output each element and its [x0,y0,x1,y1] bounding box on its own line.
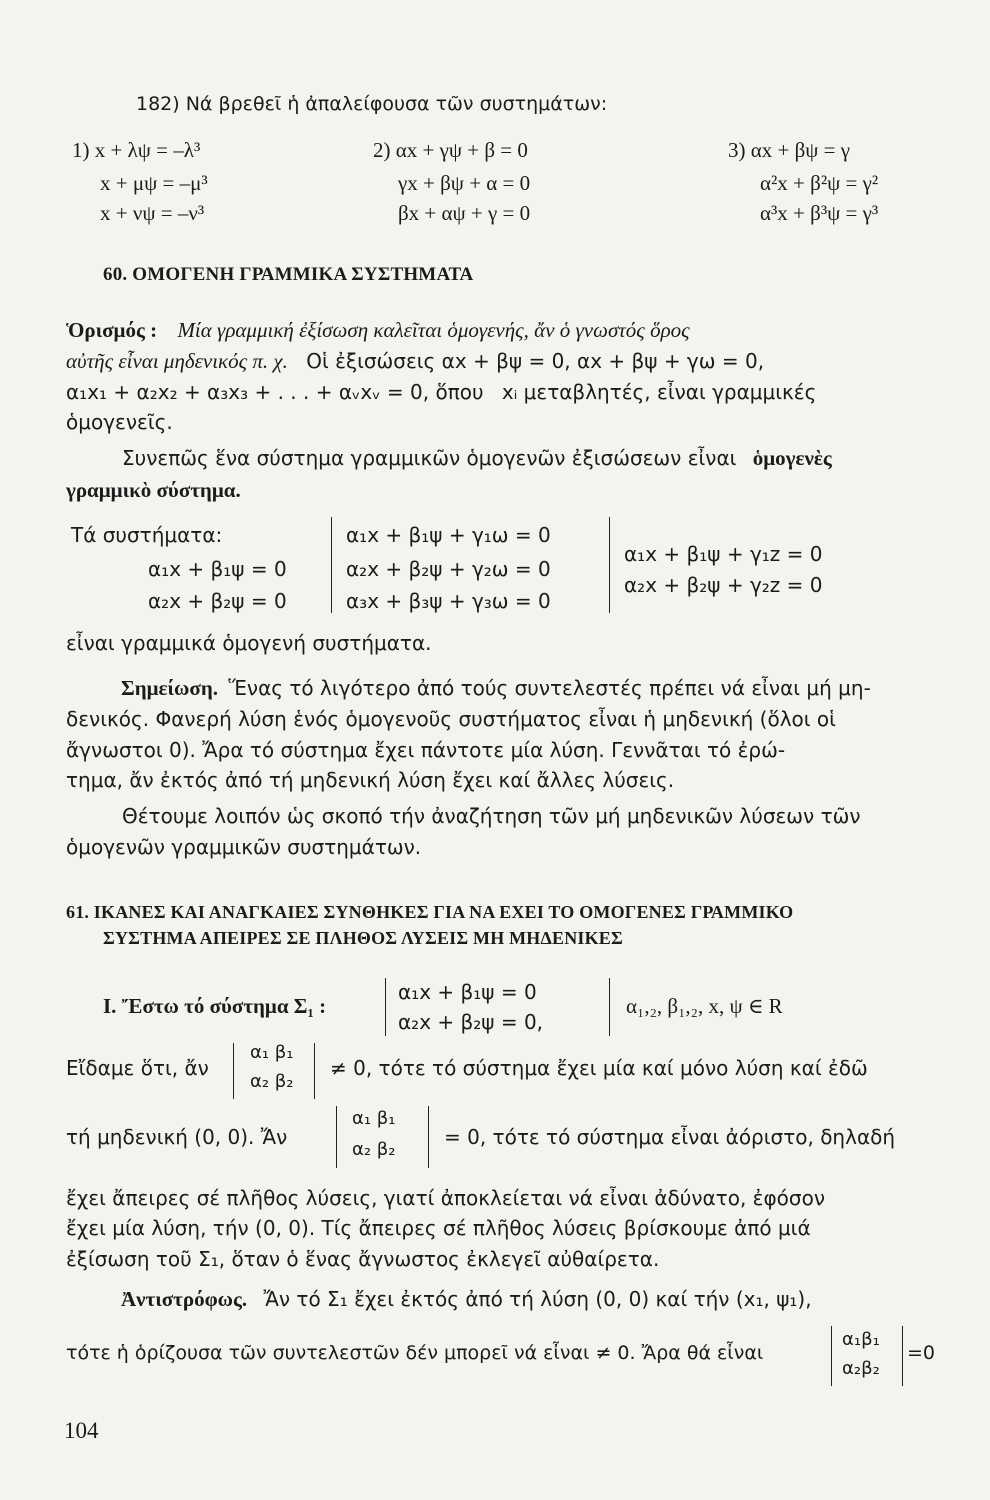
note-line: ἄγνωστοι 0). Ἄρα τό σύστημα ἔχει πάντοτε μία λύση. Γεννᾶται τό ἐρώ- [66,738,786,762]
determinant-bar [902,1326,903,1386]
converse-term: Ἀντιστρόφως. [121,1287,248,1311]
equation-line: 1) x + λψ = –λ³ [72,138,201,162]
text-segment: ≠ 0, τότε τό σύστημα ἔχει μία καί μόνο λύση καί ἐδῶ [330,1056,868,1080]
note-line: δενικός. Φανερή λύση ἑνός ὁμογενοῦς συστήματος εἶναι ἡ μηδενική (ὅλοι οἱ [66,707,836,731]
equation-line: 3) αx + βψ = γ [728,138,851,162]
determinant-bar [428,1106,429,1168]
definition-text: αὐτῆς εἶναι μηδενικός π. χ. [66,349,288,373]
system-b-line: α₁x + β₁ψ + γ₁ω = 0 [346,523,551,547]
equation-line: βx + αψ + γ = 0 [398,201,531,225]
page-number: 104 [64,1418,99,1443]
goal-line: Θέτουμε λοιπόν ὡς σκοπό τήν ἀναζήτηση τῶν μή μηδενικῶν λύσεων τῶν [122,804,861,828]
determinant-bar [314,1043,315,1099]
equation-line: x + μψ = –μ³ [100,171,208,195]
bold-term: γραμμικὸ σύστημα. [66,478,241,502]
converse-line [121,1287,812,1312]
definition-text: Μία γραμμική ἐξίσωση καλεῖται ὁμογενής, ἄν ὁ γνωστός ὅρος [177,318,690,342]
system-c-line: α₁x + β₁ψ + γ₁z = 0 [624,542,823,566]
definition-line-3 [66,380,816,404]
note-term: Σημείωση. [121,676,218,700]
systems-label: Τά συστήματα: [71,523,223,547]
definition-line-2 [66,349,764,374]
paragraph-line: ἐξίσωση τοῦ Σ₁, ὅταν ὁ ἕνας ἄγνωστος ἐκλεγεῖ αὐθαίρετα. [66,1247,660,1271]
note-line: τημα, ἄν ἐκτός ἀπό τή μηδενική λύση ἔχει καί ἄλλες λύσεις. [66,768,675,792]
brace-line [609,978,610,1036]
case-equation: α₁x + β₁ψ = 0 [398,980,537,1004]
equals-zero: =0 [907,1342,936,1364]
variables-note: xᵢ μεταβλητές, εἶναι γραμμικές [501,380,817,404]
determinant-row: α₁ β₁ [250,1042,294,1063]
determinant-row: α₂ β₂ [352,1139,396,1160]
equation-line: γx + βψ + α = 0 [398,171,531,195]
section-60-heading: 60. ΟΜΟΓΕΝΗ ΓΡΑΜΜΙΚΑ ΣΥΣΤΗΜΑΤΑ [103,264,474,285]
general-equation: α₁x₁ + α₂x₂ + α₃x₃ + . . . + αᵥxᵥ = 0, ὅπου [66,380,484,404]
systems-tail: εἶναι γραμμικά ὁμογενή συστήματα. [66,631,432,655]
determinant-row: α₁β₁ [842,1329,880,1350]
paragraph-text: Συνεπῶς ἕνα σύστημα γραμμικῶν ὁμογενῶν ἐξισώσεων εἶναι [122,446,737,470]
definition-line-1 [66,318,690,343]
system-a-line: α₂x + β₂ψ = 0 [148,589,287,613]
determinant-row: α₁ β₁ [352,1108,396,1129]
system-b-line: α₂x + β₂ψ + γ₂ω = 0 [346,557,551,581]
section-61-heading: 61. ΙΚΑΝΕΣ ΚΑΙ ΑΝΑΓΚΑΙΕΣ ΣΥΝΘΗΚΕΣ ΓΙΑ ΝΑ ΕΧΕΙ ΤΟ ΟΜΟΓΕΝΕΣ ΓΡΑΜΜΙΚΟ [66,902,794,922]
system-b-line: α₃x + β₃ψ + γ₃ω = 0 [346,589,551,613]
case-domain: α₁,₂, β₁,₂, x, ψ ∈ R [626,994,783,1018]
brace-line [385,978,386,1036]
equation-line: α²x + β²ψ = γ² [760,171,879,195]
determinant-bar [831,1326,832,1386]
paragraph-line: ἔχει μία λύση, τήν (0, 0). Τίς ἄπειρες σέ πλῆθος λύσεις βρίσκουμε ἀπό μιά [66,1216,811,1240]
note-text: Ἕνας τό λιγότερο ἀπό τούς συντελεστές πρέπει νά εἶναι μή μη- [228,676,871,700]
text-segment: = 0, τότε τό σύστημα εἶναι ἀόριστο, δηλαδή [444,1125,896,1149]
paragraph-line [122,446,832,471]
system-a-line: α₁x + β₁ψ = 0 [148,557,287,581]
converse-text: Ἄν τό Σ₁ ἔχει ἐκτός ἀπό τή λύση (0, 0) καί τήν (x₁, ψ₁), [263,1287,812,1311]
determinant-bar [336,1106,337,1168]
definition-examples: Οἱ ἐξισώσεις αx + βψ = 0, αx + βψ + γω = 0, [306,349,765,373]
text-segment: τή μηδενική (0, 0). Ἄν [66,1125,288,1149]
exercise-182-prompt: 182) Νά βρεθεῖ ἡ ἀπαλείφουσα τῶν συστημάτων: [136,93,608,115]
last-line: τότε ἡ ὁρίζουσα τῶν συντελεστῶν δέν μπορεῖ νά εἶναι ≠ 0. Ἄρα θά εἶναι [66,1342,764,1364]
case-label: I. Ἔστω τό σύστημα Σ₁ : [103,994,327,1018]
determinant-row: α₂ β₂ [250,1071,294,1092]
determinant-row: α₂β₂ [842,1358,880,1379]
section-61-heading: ΣΥΣΤΗΜΑ ΑΠΕΙΡΕΣ ΣΕ ΠΛΗΘΟΣ ΛΥΣΕΙΣ ΜΗ ΜΗΔΕΝΙΚΕΣ [103,928,623,948]
definition-line-4: ὁμογενεῖς. [66,410,173,434]
text-segment: Εἴδαμε ὅτι, ἄν [66,1056,209,1080]
equation-line: x + νψ = –ν³ [100,201,205,225]
determinant-bar [233,1043,234,1099]
system-c-line: α₂x + β₂ψ + γ₂z = 0 [624,573,823,597]
divider-line [331,517,332,613]
equation-line: 2) αx + γψ + β = 0 [373,138,528,162]
definition-term: Ὁρισμός : [66,318,158,342]
note-line-1 [121,676,871,701]
goal-line: ὁμογενῶν γραμμικῶν συστημάτων. [66,835,422,859]
paragraph-line: ἔχει ἄπειρες σέ πλῆθος λύσεις, γιατί ἀποκλείεται νά εἶναι ἀδύνατο, ἐφόσον [66,1186,825,1210]
bold-term: ὁμογενὲς [752,446,832,470]
equation-line: α³x + β³ψ = γ³ [760,201,879,225]
case-equation: α₂x + β₂ψ = 0, [398,1010,544,1034]
divider-line [609,517,610,613]
